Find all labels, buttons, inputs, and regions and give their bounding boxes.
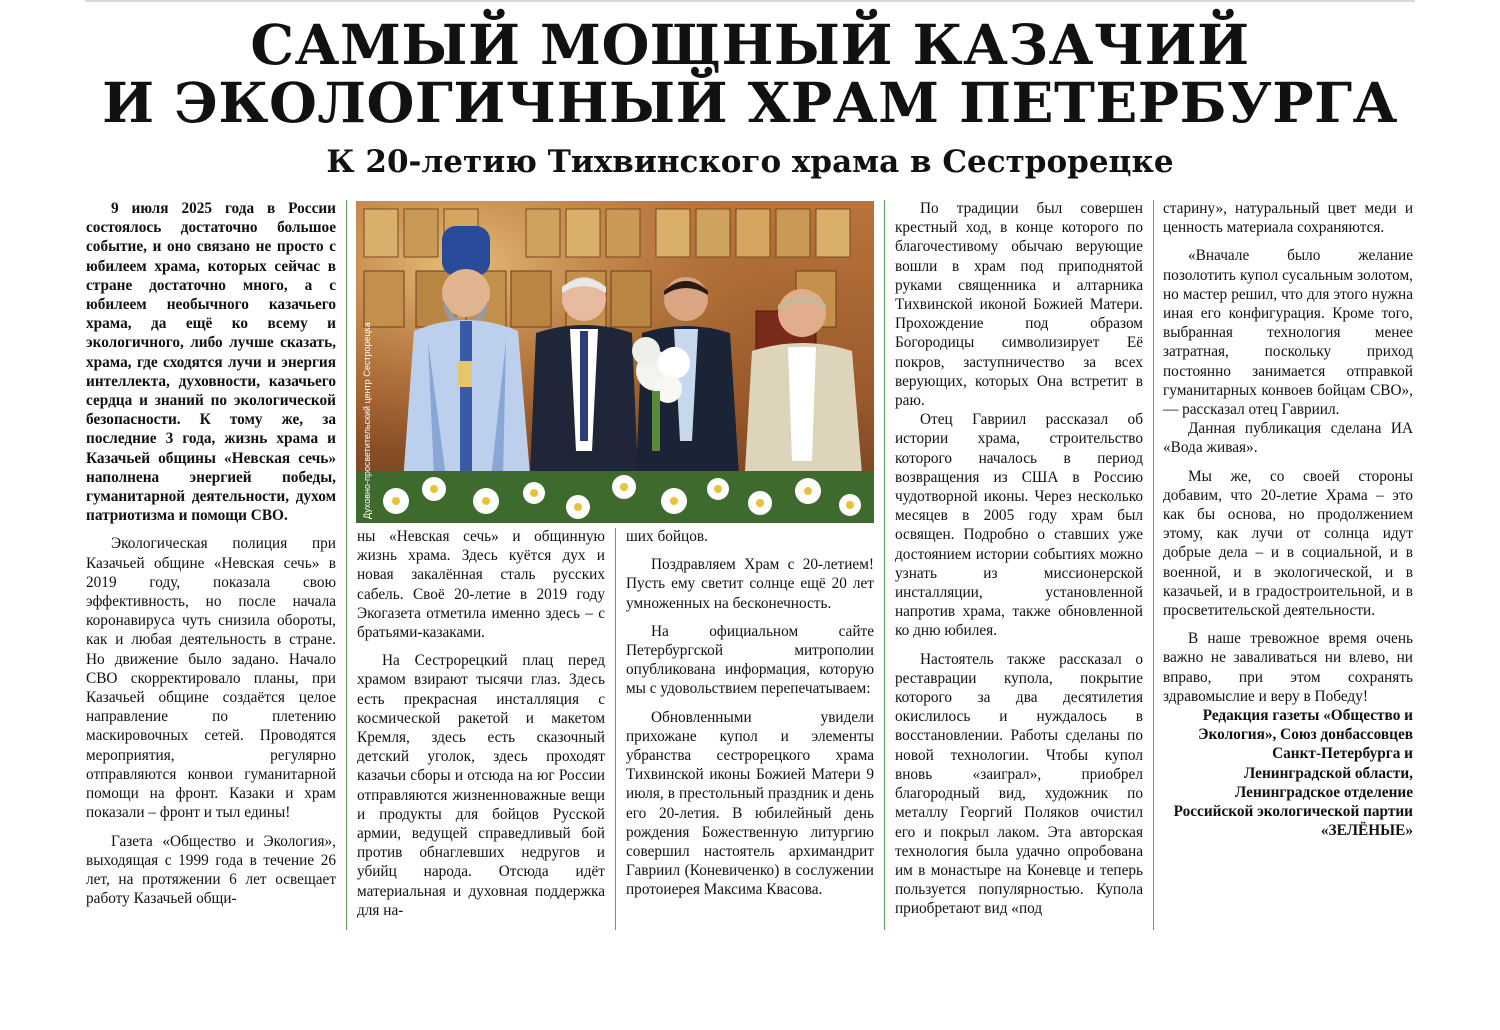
col1-paragraph-2: Газета «Общество и Экология», выходящая с 1999 года в течение 26 лет, на протяжении 6 лет освещает работу Казачьей общи-	[86, 832, 336, 908]
col1-paragraph-1: Экологическая полиция при Казачьей общине «Невская сечь» в 2019 году, показала свою эффективность, но после начала коронавируса чуть снизила обороты, как и любая деятельность в стране. Но движение было задано. Начало СВО скорректировало планы, при Казачьей общине создаётся целое направление по плетению маскировочных сетей. Проводятся мероприятия, регулярно отправляются конвои гуманитарной помощи на фронт. Казаки и храм показали – фронт и тыл едины!	[86, 535, 336, 822]
headline-line-2: И ЭКОЛОГИЧНЫЙ ХРАМ ПЕТЕРБУРГА	[102, 70, 1398, 135]
col3-paragraph-3: Обновленными увидели прихожане купол и элементы убранства сестрорецкого храма Тихвинской иконы Божией Матери 9 июля, в престольный праздник и день его 20-летия. В юбилейный день рождения Божественную литургию совершил настоятель архимандрит Гавриил (Коневиченко) в сослужении протоиерея Максима Квасова.	[626, 708, 874, 899]
col5-paragraph-3: Мы же, со своей стороны добавим, что 20-летие Храма – это как бы основа, но продолжением этому, как лучи от солнца идут добрые дела – и в социальной, и в военной, и в экологической, и в казачьей, и в градостроительной, и в просветительской деятельности.	[1163, 467, 1413, 620]
col4-paragraph-2: Отец Гавриил рассказал об истории храма, строительство которого началось в период возвращения из США в Россию чудотворной иконы. Через несколько месяцев в 2005 году храм был освящен. Подробно о ставших уже достоянием истории событиях можно узнать из миссионерской инсталляции, установленной напротив храма, также обновленной ко дню юбилея.	[895, 411, 1143, 640]
top-rule	[85, 0, 1415, 2]
column-5	[1163, 199, 1413, 939]
column-3	[626, 527, 874, 939]
col3-paragraph-1: Поздравляем Храм с 20-летием! Пусть ему светит солнце ещё 20 лет умноженных на бесконечность.	[626, 556, 874, 612]
column-1	[86, 199, 336, 939]
col5-paragraph-1: «Вначале было желание позолотить купол сусальным золотом, но мастер решил, что для этого нужна иная его конфигурация. Кроме того, выбранная технология менее затратная, поскольку приход постоянно занимается отправкой гуманитарных конвоев бойцам СВО», — рассказал отец Гавриил.	[1163, 247, 1413, 419]
column-divider	[346, 200, 347, 930]
signature-block: Редакция газеты «Общество и Экология», Союз донбассовцев Санкт-Петербурга и Ленинградской области, Ленинградское отделение Российской экологической партии «ЗЕЛЁНЫЕ»	[1173, 707, 1413, 840]
col5-paragraph-4: В наше тревожное время очень важно не заваливаться ни влево, ни вправо, при этом сохранять здравомыслие и веру в Победу!	[1163, 630, 1413, 705]
col5-paragraph-0: старину», натуральный цвет меди и ценность материала сохраняются.	[1163, 200, 1413, 237]
col2-paragraph-2: На Сестрорецкий плац перед храмом взирают тысячи глаз. Здесь есть прекрасная инсталляция с космической ракетой и макетом Кремля, здесь есть сказочный детский уголок, здесь проходят казачьи сборы и отсюда на юг России отправляются жизненноважные вещи и продукты для бойцов Русской армии, ведущей справедливый бой против обнаглевших недругов и убийц народа. Отсюда идёт материальная и духовная поддержка для на-	[357, 652, 605, 919]
headline-line-1: САМЫЙ МОЩНЫЙ КАЗАЧИЙ	[250, 12, 1250, 77]
subheadline: К 20-летию Тихвинского храма в Сестрорецке	[326, 144, 1174, 180]
col4-paragraph-3: Настоятель также рассказал о реставрации купола, покрытие которого за два десятилетия окислилось и нуждалось в восстановлении. Работы сделаны по новой технологии. Чтобы купол вновь «заиграл», приобрел благородный вид, художник по металлу Георгий Поляков очистил его и покрыл лаком. Эта авторская технология была удачно опробована им в монастыре на Коневце и теперь пользуется популярностью. Купола приобретают вид «под	[895, 650, 1143, 918]
lead-paragraph: 9 июля 2025 года в России состоялось достаточно большое событие, и оно связано не просто с юбилеем храма, которых сейчас в стране достаточно много, а с юбилеем необычного казачьего храма, да ещё ко всему и экологичного, либо лучше сказать, храма, где сходятся лучи и энергия интеллекта, духовности, казачьего сердца и знаний по экологической безопасности. К тому же, за последние 3 года, жизнь храма и Казачьей общины «Невская сечь» наполнена энергией победы, гуманитарной деятельности, духом патриотизма и помощи СВО.	[86, 200, 336, 525]
column-4	[895, 199, 1143, 939]
photo-credit: Духовно-просветительский центр Сестрорецка	[362, 322, 372, 519]
column-divider	[1153, 200, 1154, 930]
column-2	[357, 527, 605, 939]
col3-paragraph-2: На официальном сайте Петербургской митрополии опубликована информация, которую мы с удовольствием перепечатываем:	[626, 622, 874, 698]
article-photo	[356, 201, 874, 523]
column-divider	[615, 528, 616, 930]
column-divider	[884, 200, 885, 930]
col3-paragraph-0: ших бойцов.	[626, 528, 708, 545]
col2-paragraph-1: ны «Невская сечь» и общинную жизнь храма. Здесь куётся дух и новая закалённая сталь русских сабель. Своё 20-летие в 2019 году Экогазета отметила именно здесь – с братьями-казаками.	[357, 528, 605, 642]
col4-paragraph-1: По традиции был совершен крестный ход, в конце которого по благочестивому обычаю верующие вошли в храм под приподнятой руками священника и алтарника Тихвинской иконой Божией Матери. Прохождение под образом Богородицы символизирует Её покров, заступничество за всех верующих, которых Она встретит в раю.	[895, 200, 1143, 410]
col5-paragraph-2: Данная публикация сделана ИА «Вода живая».	[1163, 420, 1413, 457]
